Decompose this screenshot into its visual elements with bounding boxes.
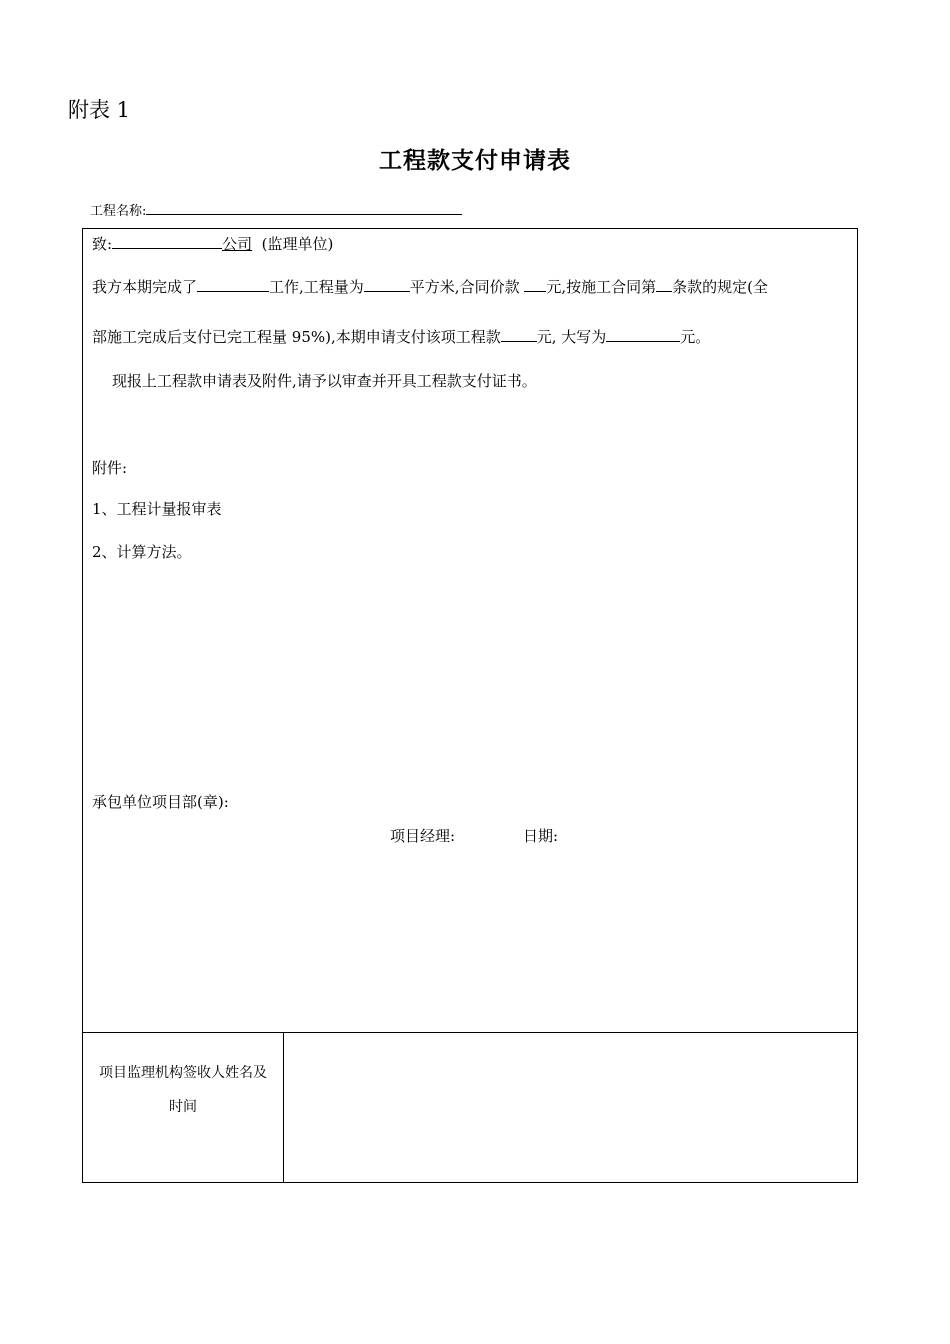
quantity-blank[interactable] [364, 277, 410, 292]
company-blank[interactable] [112, 234, 222, 249]
para1-text-c: 平方米,合同价款 [409, 278, 525, 296]
amount-blank[interactable] [501, 327, 537, 342]
contractor-seal-label: 承包单位项目部(章): [92, 793, 229, 811]
company-label: 公司 [222, 235, 253, 253]
form-title: 工程款支付申请表 [379, 147, 571, 174]
addressee-line [92, 233, 333, 254]
project-name-row [90, 200, 462, 219]
attachments-label: 附件: [92, 459, 128, 477]
para1-text-b: 工作,工程量为 [269, 278, 364, 296]
paragraph-2 [92, 326, 710, 347]
signature-label [84, 1056, 282, 1124]
project-name-label: 工程名称: [90, 204, 147, 219]
attachment-item: 2、计算方法。 [92, 543, 192, 561]
date-label: 日期: [523, 827, 559, 845]
work-blank[interactable] [197, 277, 269, 292]
attachment-item: 1、工程计量报审表 [92, 500, 222, 518]
para2-text-c: 元。 [680, 328, 711, 346]
clause-blank[interactable] [656, 277, 672, 292]
para1-text-e: 条款的规定(全 [672, 278, 768, 296]
signature-label-line: 项目监理机构签收人姓名及 [99, 1065, 267, 1081]
paragraph-1 [92, 276, 768, 297]
project-name-field[interactable] [146, 202, 462, 215]
signature-label-line: 时间 [169, 1099, 197, 1115]
annex-label: 附表 1 [68, 98, 131, 122]
supervisor-label: (监理单位) [261, 235, 334, 253]
para2-text-a: 部施工完成后支付已完工程量 95%),本期申请支付该项工程款 [92, 328, 501, 346]
para2-text-b: 元, 大写为 [536, 328, 607, 346]
para1-text-a: 我方本期完成了 [92, 278, 198, 296]
table-divider-vertical [283, 1032, 284, 1183]
project-manager-label: 项目经理: [390, 827, 456, 845]
to-prefix: 致: [92, 235, 113, 253]
paragraph-3: 现报上工程款申请表及附件,请予以审查并开具工程款支付证书。 [112, 372, 537, 390]
table-divider-horizontal [82, 1032, 858, 1033]
amount-words-blank[interactable] [606, 327, 680, 342]
para1-text-d: 元,按施工合同第 [546, 278, 657, 296]
contract-price-blank[interactable] [524, 277, 546, 292]
